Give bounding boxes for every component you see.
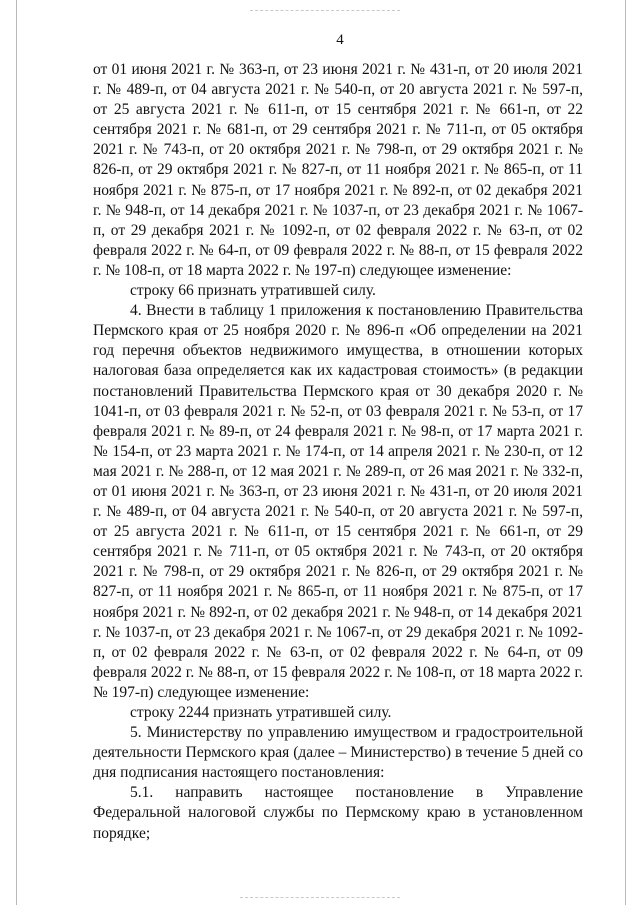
page-number: 4	[336, 32, 344, 48]
document-body	[93, 60, 583, 844]
paragraph-item-5: 5. Министерству по управлению имуществом и градостроительной деятельности Пермского края (далее – Министерство) в течение 5 дней со дня подписания настоящего постановления:	[93, 724, 583, 782]
scan-top-artifact	[250, 10, 400, 12]
paragraph-amendment-list-continued: от 01 июня 2021 г. № 363-п, от 23 июня 2021 г. № 431-п, от 20 июля 2021 г. № 489-п, от 04 августа 2021 г. № 540-п, от 20 августа 2021 г. № 597-п, от 25 августа 2021 г. № 611-п, от 15 сентября 2021 г. № 661-п, от 22 сентября 2021 г. № 681-п, от 29 сентября 2021 г. № 711-п, от 05 октября 2021 г. № 743-п, от 20 октября 2021 г. № 798-п, от 29 октября 2021 г. № 826-п, от 29 октября 2021 г. № 827-п, от 11 ноября 2021 г. № 865-п, от 11 ноября 2021 г. № 875-п, от 17 ноября 2021 г. № 892-п, от 02 декабря 2021 г. № 948-п, от 14 декабря 2021 г. № 1037-п, от 23 декабря 2021 г. № 1067-п, от 29 декабря 2021 г. № 1092-п, от 02 февраля 2022 г. № 63-п, от 02 февраля 2022 г. № 64-п, от 09 февраля 2022 г. № 88-п, от 15 февраля 2022 г. № 108-п, от 18 марта 2022 г. № 197-п) следующее изменение:	[93, 61, 583, 279]
scan-bottom-artifact	[240, 897, 400, 899]
scan-left-edge	[16, 0, 17, 905]
paragraph-row-66-invalid: строку 66 признать утратившей силу.	[130, 282, 376, 300]
scan-right-edge	[625, 0, 626, 905]
paragraph-item-4: 4. Внести в таблицу 1 приложения к постановлению Правительства Пермского края от 25 ноября 2020 г. № 896-п «Об определении на 2021 год перечня объектов недвижимого имущества, в отношении которых налоговая база определяется как их кадастровая стоимость» (в редакции постановлений Правительства Пермского края от 30 декабря 2020 г. № 1041-п, от 03 февраля 2021 г. № 52-п, от 03 февраля 2021 г. № 53-п, от 17 февраля 2021 г. № 89-п, от 24 февраля 2021 г. № 98-п, от 17 марта 2021 г. № 154-п, от 23 марта 2021 г. № 174-п, от 14 апреля 2021 г. № 230-п, от 12 мая 2021 г. № 288-п, от 12 мая 2021 г. № 289-п, от 26 мая 2021 г. № 332-п, от 01 июня 2021 г. № 363-п, от 23 июня 2021 г. № 431-п, от 20 июля 2021 г. № 489-п, от 04 августа 2021 г. № 540-п, от 20 августа 2021 г. № 597-п, от 25 августа 2021 г. № 611-п, от 15 сентября 2021 г. № 661-п, от 29 сентября 2021 г. № 711-п, от 05 октября 2021 г. № 743-п, от 20 октября 2021 г. № 798-п, от 29 октября 2021 г. № 826-п, от 29 октября 2021 г. № 827-п, от 11 ноября 2021 г. № 865-п, от 11 ноября 2021 г. № 875-п, от 17 ноября 2021 г. № 892-п, от 02 декабря 2021 г. № 948-п, от 14 декабря 2021 г. № 1037-п, от 23 декабря 2021 г. № 1067-п, от 29 декабря 2021 г. № 1092-п, от 02 февраля 2022 г. № 63-п, от 02 февраля 2022 г. № 64-п, от 09 февраля 2022 г. № 88-п, от 15 февраля 2022 г. № 108-п, от 18 марта 2022 г. № 197-п) следующее изменение:	[93, 302, 583, 701]
paragraph-row-2244-invalid: строку 2244 признать утратившей силу.	[130, 704, 392, 721]
paragraph-item-5-1: 5.1. направить настоящее постановление в Управление Федеральной налоговой службы по Пермскому краю в установленном порядке;	[93, 784, 583, 842]
